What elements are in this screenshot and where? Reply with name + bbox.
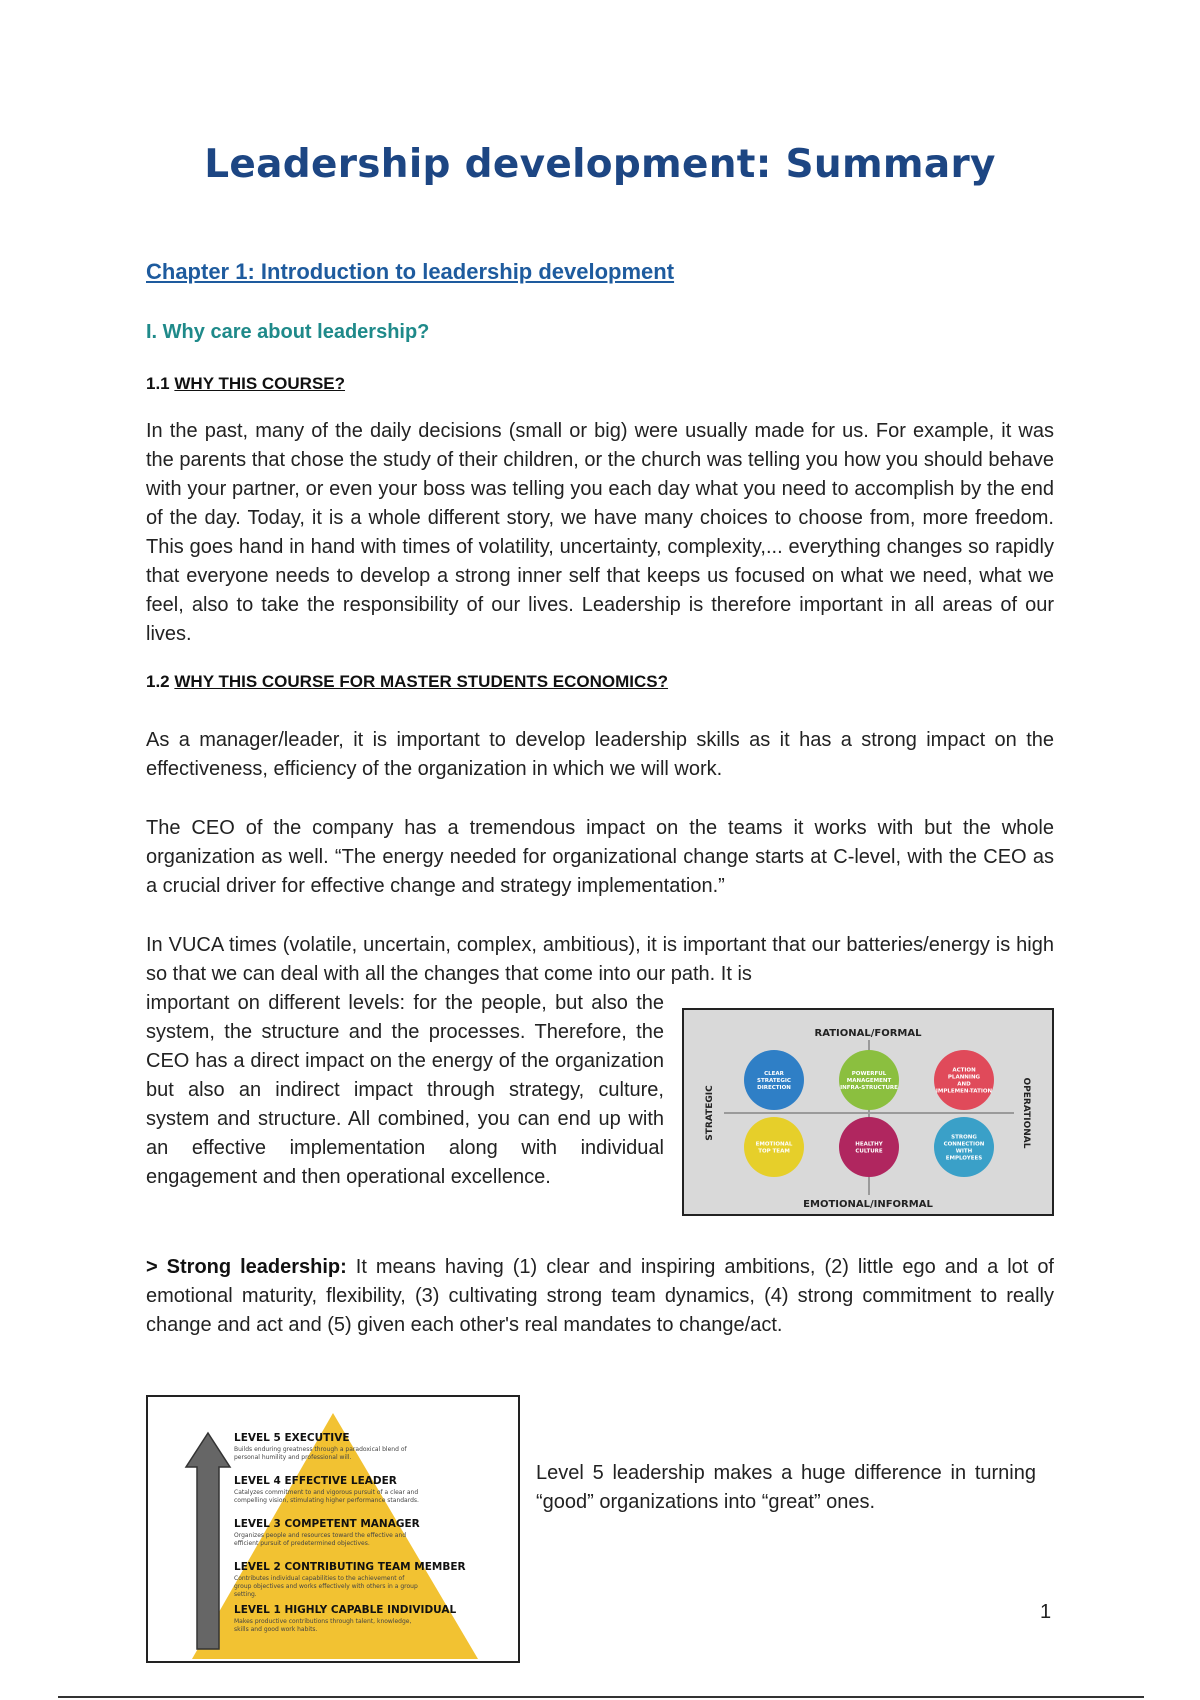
subsection-heading-1-1 <box>146 374 345 394</box>
quadrant-circle-label: ACTION PLANNING AND IMPLEMEN-TATION <box>935 1067 993 1095</box>
level-title: LEVEL 1 HIGHLY CAPABLE INDIVIDUAL <box>234 1604 457 1616</box>
axis-label-top: RATIONAL/FORMAL <box>814 1028 922 1039</box>
subsection-label: WHY THIS COURSE FOR MASTER STUDENTS ECONOMICS? <box>174 672 669 691</box>
level-description: Builds enduring greatness through a paradoxical blend of personal humility and professional will. <box>234 1446 407 1461</box>
paragraph-strong-leadership <box>146 1253 1054 1340</box>
level-description: Makes productive contributions through talent, knowledge, skills and good work habits. <box>234 1618 412 1633</box>
subsection-label: WHY THIS COURSE? <box>174 374 346 393</box>
level-title: LEVEL 5 EXECUTIVE <box>234 1432 350 1444</box>
strong-leadership-text: It means having (1) clear and inspiring ambitions, (2) little ego and a lot of emotional maturity, flexibility, (3) cultivating strong team dynamics, (4) strong commitment to really change and act and (5) given each other's real mandates to change/act. <box>146 1256 1054 1336</box>
subsection-number: 1.1 <box>146 374 170 393</box>
quadrant-circle-label: STRONG CONNECTION WITH EMPLOYEES <box>943 1134 985 1162</box>
page-number: 1 <box>1040 1601 1052 1623</box>
axis-label-right: OPERATIONAL <box>1021 1077 1031 1149</box>
subsection-number: 1.2 <box>146 672 170 691</box>
level-title: LEVEL 3 COMPETENT MANAGER <box>234 1518 420 1530</box>
level-description: Catalyzes commitment to and vigorous pursuit of a clear and compelling vision, stimulating higher performance standards. <box>234 1489 419 1504</box>
quadrant-circle-label: POWERFUL MANAGEMENT INFRA-STRUCTURE <box>840 1071 898 1091</box>
footer-divider <box>58 1696 1144 1698</box>
level-title: LEVEL 2 CONTRIBUTING TEAM MEMBER <box>234 1561 466 1573</box>
level-description: Contributes individual capabilities to the achievement of group objectives and works effectively with others in a group setting. <box>234 1575 418 1598</box>
paragraph-vuca-levels: important on different levels: for the people, but also the system, the structure and the processes. Therefore, the CEO has a direct impact on the energy of the organization but also an indirect impact through strategy, culture, system and structure. All combined, you can end up with an effective implementation along with individual engagement and then operational excellence. <box>146 992 664 1188</box>
paragraph-ceo-impact: The CEO of the company has a tremendous impact on the teams it works with but the whole organization as well. “The energy needed for organizational change starts at C-level, with the CEO as a crucial driver for effective change and strategy implementation.” <box>146 817 1054 897</box>
paragraph-why-this-course: In the past, many of the daily decisions (small or big) were usually made for us. For example, it was the parents that chose the study of their children, or the church was telling you how you should behave with your partner, or even your boss was telling you each day what you need to accomplish by the end of the day. Today, it is a whole different story, we have many choices to choose from, more freedom. This goes hand in hand with times of volatility, uncertainty, complexity,... everything changes so rapidly that everyone needs to develop a strong inner self that keeps us focused on what we need, what we feel, also to take the responsibility of our lives. Leadership is therefore important in all areas of our lives. <box>146 420 1054 645</box>
organizational-energy-diagram <box>682 1008 1054 1216</box>
strong-leadership-label: > Strong leadership: <box>146 1256 347 1278</box>
quadrant-circle-label: CLEAR STRATEGIC DIRECTION <box>757 1071 791 1091</box>
paragraph-manager-leader: As a manager/leader, it is important to develop leadership skills as it has a strong impact on the effectiveness, efficiency of the organization in which we will work. <box>146 729 1054 780</box>
axis-label-bottom: EMOTIONAL/INFORMAL <box>803 1199 933 1210</box>
subsection-heading-1-2 <box>146 672 668 692</box>
level-title: LEVEL 4 EFFECTIVE LEADER <box>234 1475 397 1487</box>
page-title: Leadership development: Summary <box>204 142 996 187</box>
level-description: Organizes people and resources toward the effective and efficient pursuit of predetermined objectives. <box>234 1532 407 1547</box>
paragraph-vuca-intro: In VUCA times (volatile, uncertain, complex, ambitious), it is important that our batteries/energy is high so that we can deal with all the changes that come into our path. It is <box>146 934 1054 985</box>
paragraph-level-5: Level 5 leadership makes a huge difference in turning “good” organizations into “great” ones. <box>536 1462 1036 1513</box>
level-5-hierarchy-diagram <box>146 1395 520 1663</box>
quadrant-circle-label: HEALTHY CULTURE <box>855 1141 883 1155</box>
hierarchy-diagram-svg <box>148 1397 518 1661</box>
axis-label-left: STRATEGIC <box>705 1085 715 1141</box>
energy-diagram-svg <box>684 1010 1052 1214</box>
quadrant-circle-label: EMOTIONAL TOP TEAM <box>755 1141 793 1155</box>
chapter-heading: Chapter 1: Introduction to leadership development <box>146 259 675 284</box>
section-heading: I. Why care about leadership? <box>146 321 430 343</box>
